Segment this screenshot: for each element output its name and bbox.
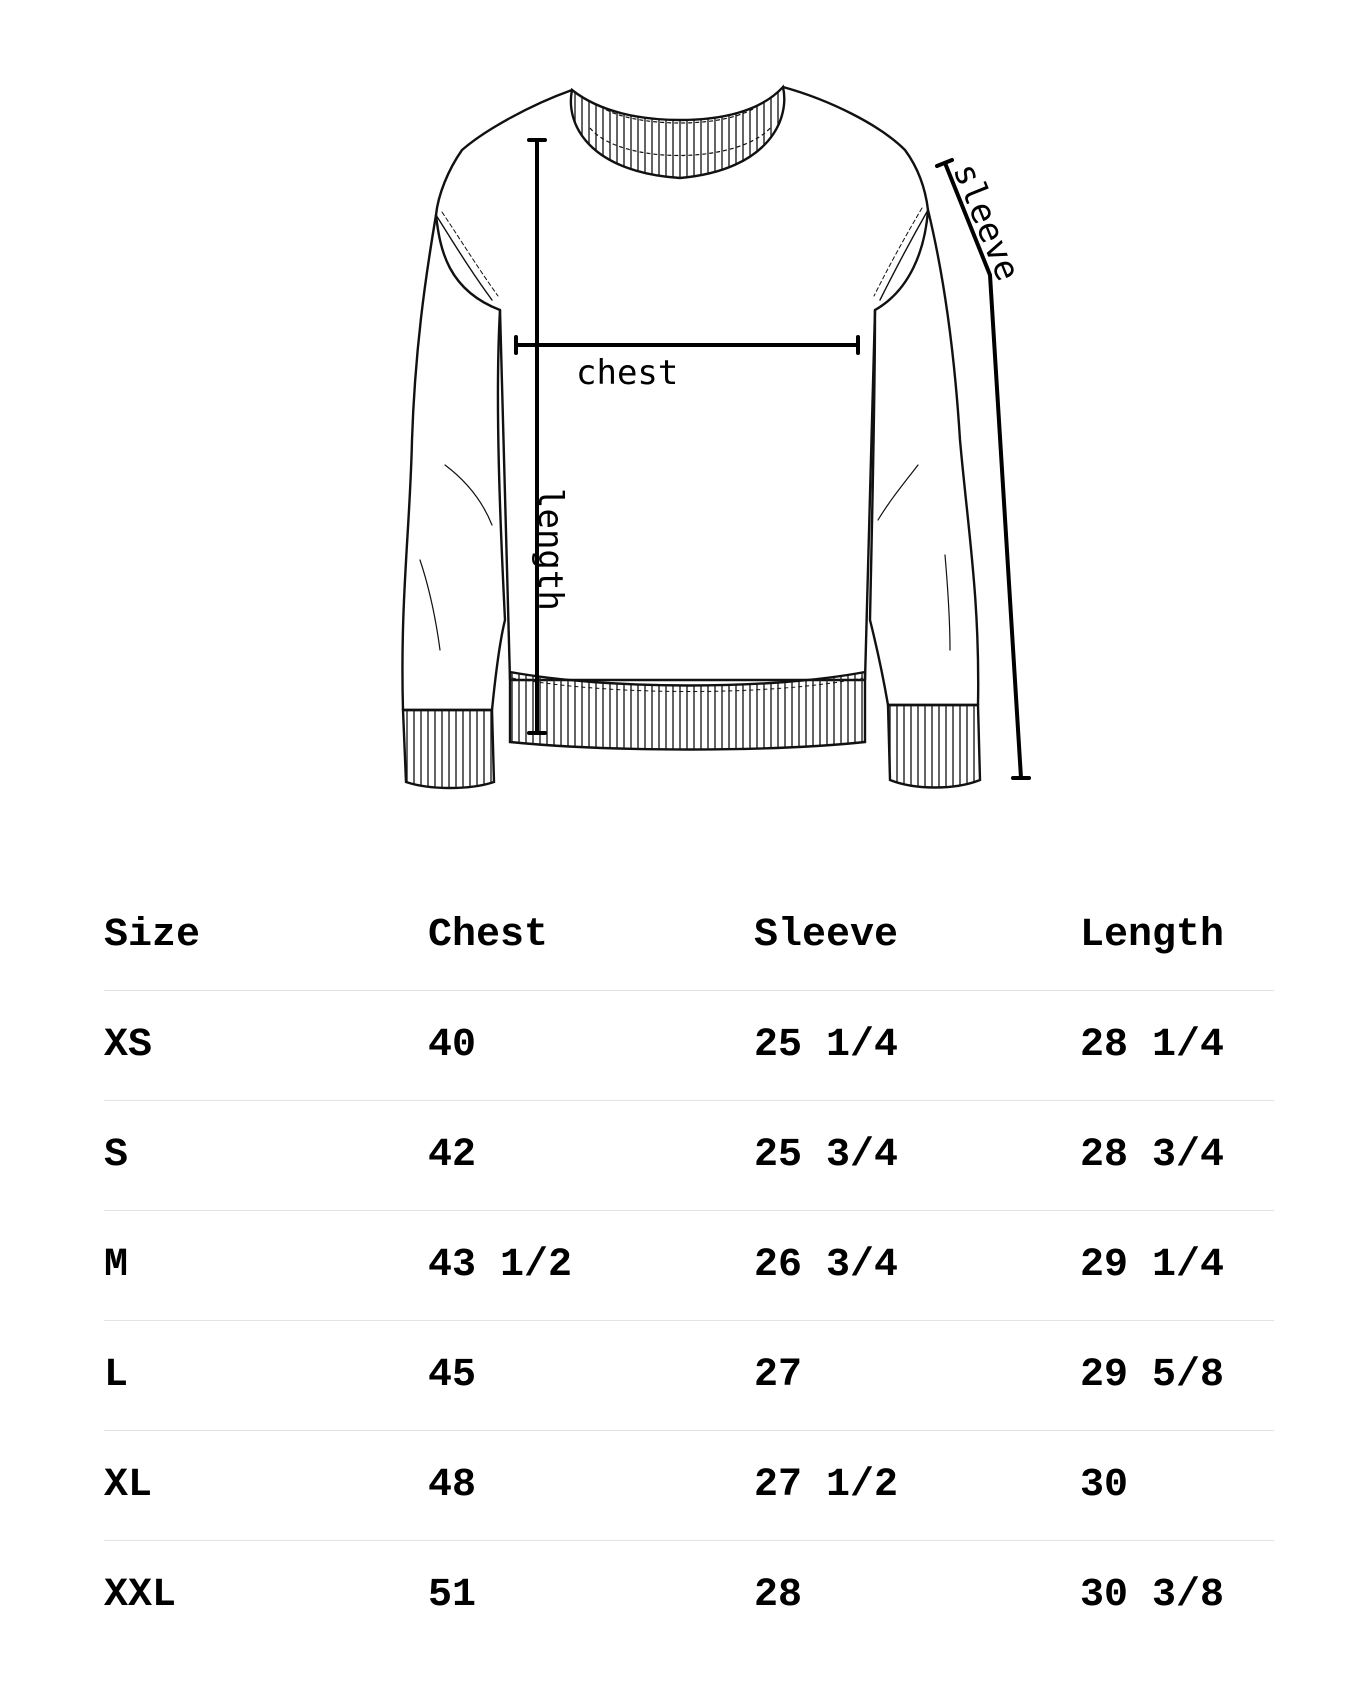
cell-length: 29 5/8	[1080, 1321, 1274, 1431]
cell-chest: 43 1/2	[428, 1211, 754, 1321]
cuff-rib-left	[403, 710, 494, 788]
table-row	[104, 1211, 1274, 1321]
cell-sleeve: 27 1/2	[754, 1431, 1080, 1541]
cell-sleeve: 27	[754, 1321, 1080, 1431]
cell-length: 29 1/4	[1080, 1211, 1274, 1321]
header-size: Size	[104, 912, 201, 958]
cell-chest: 45	[428, 1321, 754, 1431]
chest-measure-line	[516, 337, 858, 353]
cell-length: 30	[1080, 1431, 1274, 1541]
hem-rib	[510, 672, 865, 750]
cell-length: 30 3/8	[1080, 1541, 1274, 1651]
cell-length: 28 3/4	[1080, 1101, 1274, 1211]
table-row	[104, 991, 1274, 1101]
cuff-rib-right	[888, 705, 980, 788]
collar-rib	[571, 87, 784, 178]
table-row	[104, 1541, 1274, 1651]
sweatshirt-illustration	[0, 0, 1371, 820]
sleeve-label: sleeve	[944, 157, 1028, 287]
cell-chest: 40	[428, 991, 754, 1101]
sweatshirt-outline	[402, 87, 978, 710]
length-measure-line	[529, 140, 545, 733]
cell-chest: 51	[428, 1541, 754, 1651]
cell-sleeve: 28	[754, 1541, 1080, 1651]
header-length: Length	[1080, 912, 1225, 958]
cell-size: L	[104, 1321, 428, 1431]
table-row	[104, 1101, 1274, 1211]
table-header-row	[104, 880, 1274, 991]
cell-length: 28 1/4	[1080, 991, 1274, 1101]
cell-size: XXL	[104, 1541, 428, 1651]
cell-size: XL	[104, 1431, 428, 1541]
table-row	[104, 1321, 1274, 1431]
length-label: length	[530, 488, 571, 611]
cell-sleeve: 25 3/4	[754, 1101, 1080, 1211]
cell-chest: 42	[428, 1101, 754, 1211]
chest-label: chest	[576, 353, 679, 393]
cell-size: XS	[104, 991, 428, 1101]
header-chest: Chest	[428, 912, 549, 958]
cell-chest: 48	[428, 1431, 754, 1541]
cell-sleeve: 26 3/4	[754, 1211, 1080, 1321]
table-row	[104, 1431, 1274, 1541]
header-sleeve: Sleeve	[754, 912, 899, 958]
cell-size: S	[104, 1101, 428, 1211]
cell-size: M	[104, 1211, 428, 1321]
size-chart-table	[104, 880, 1274, 1650]
cell-sleeve: 25 1/4	[754, 991, 1080, 1101]
